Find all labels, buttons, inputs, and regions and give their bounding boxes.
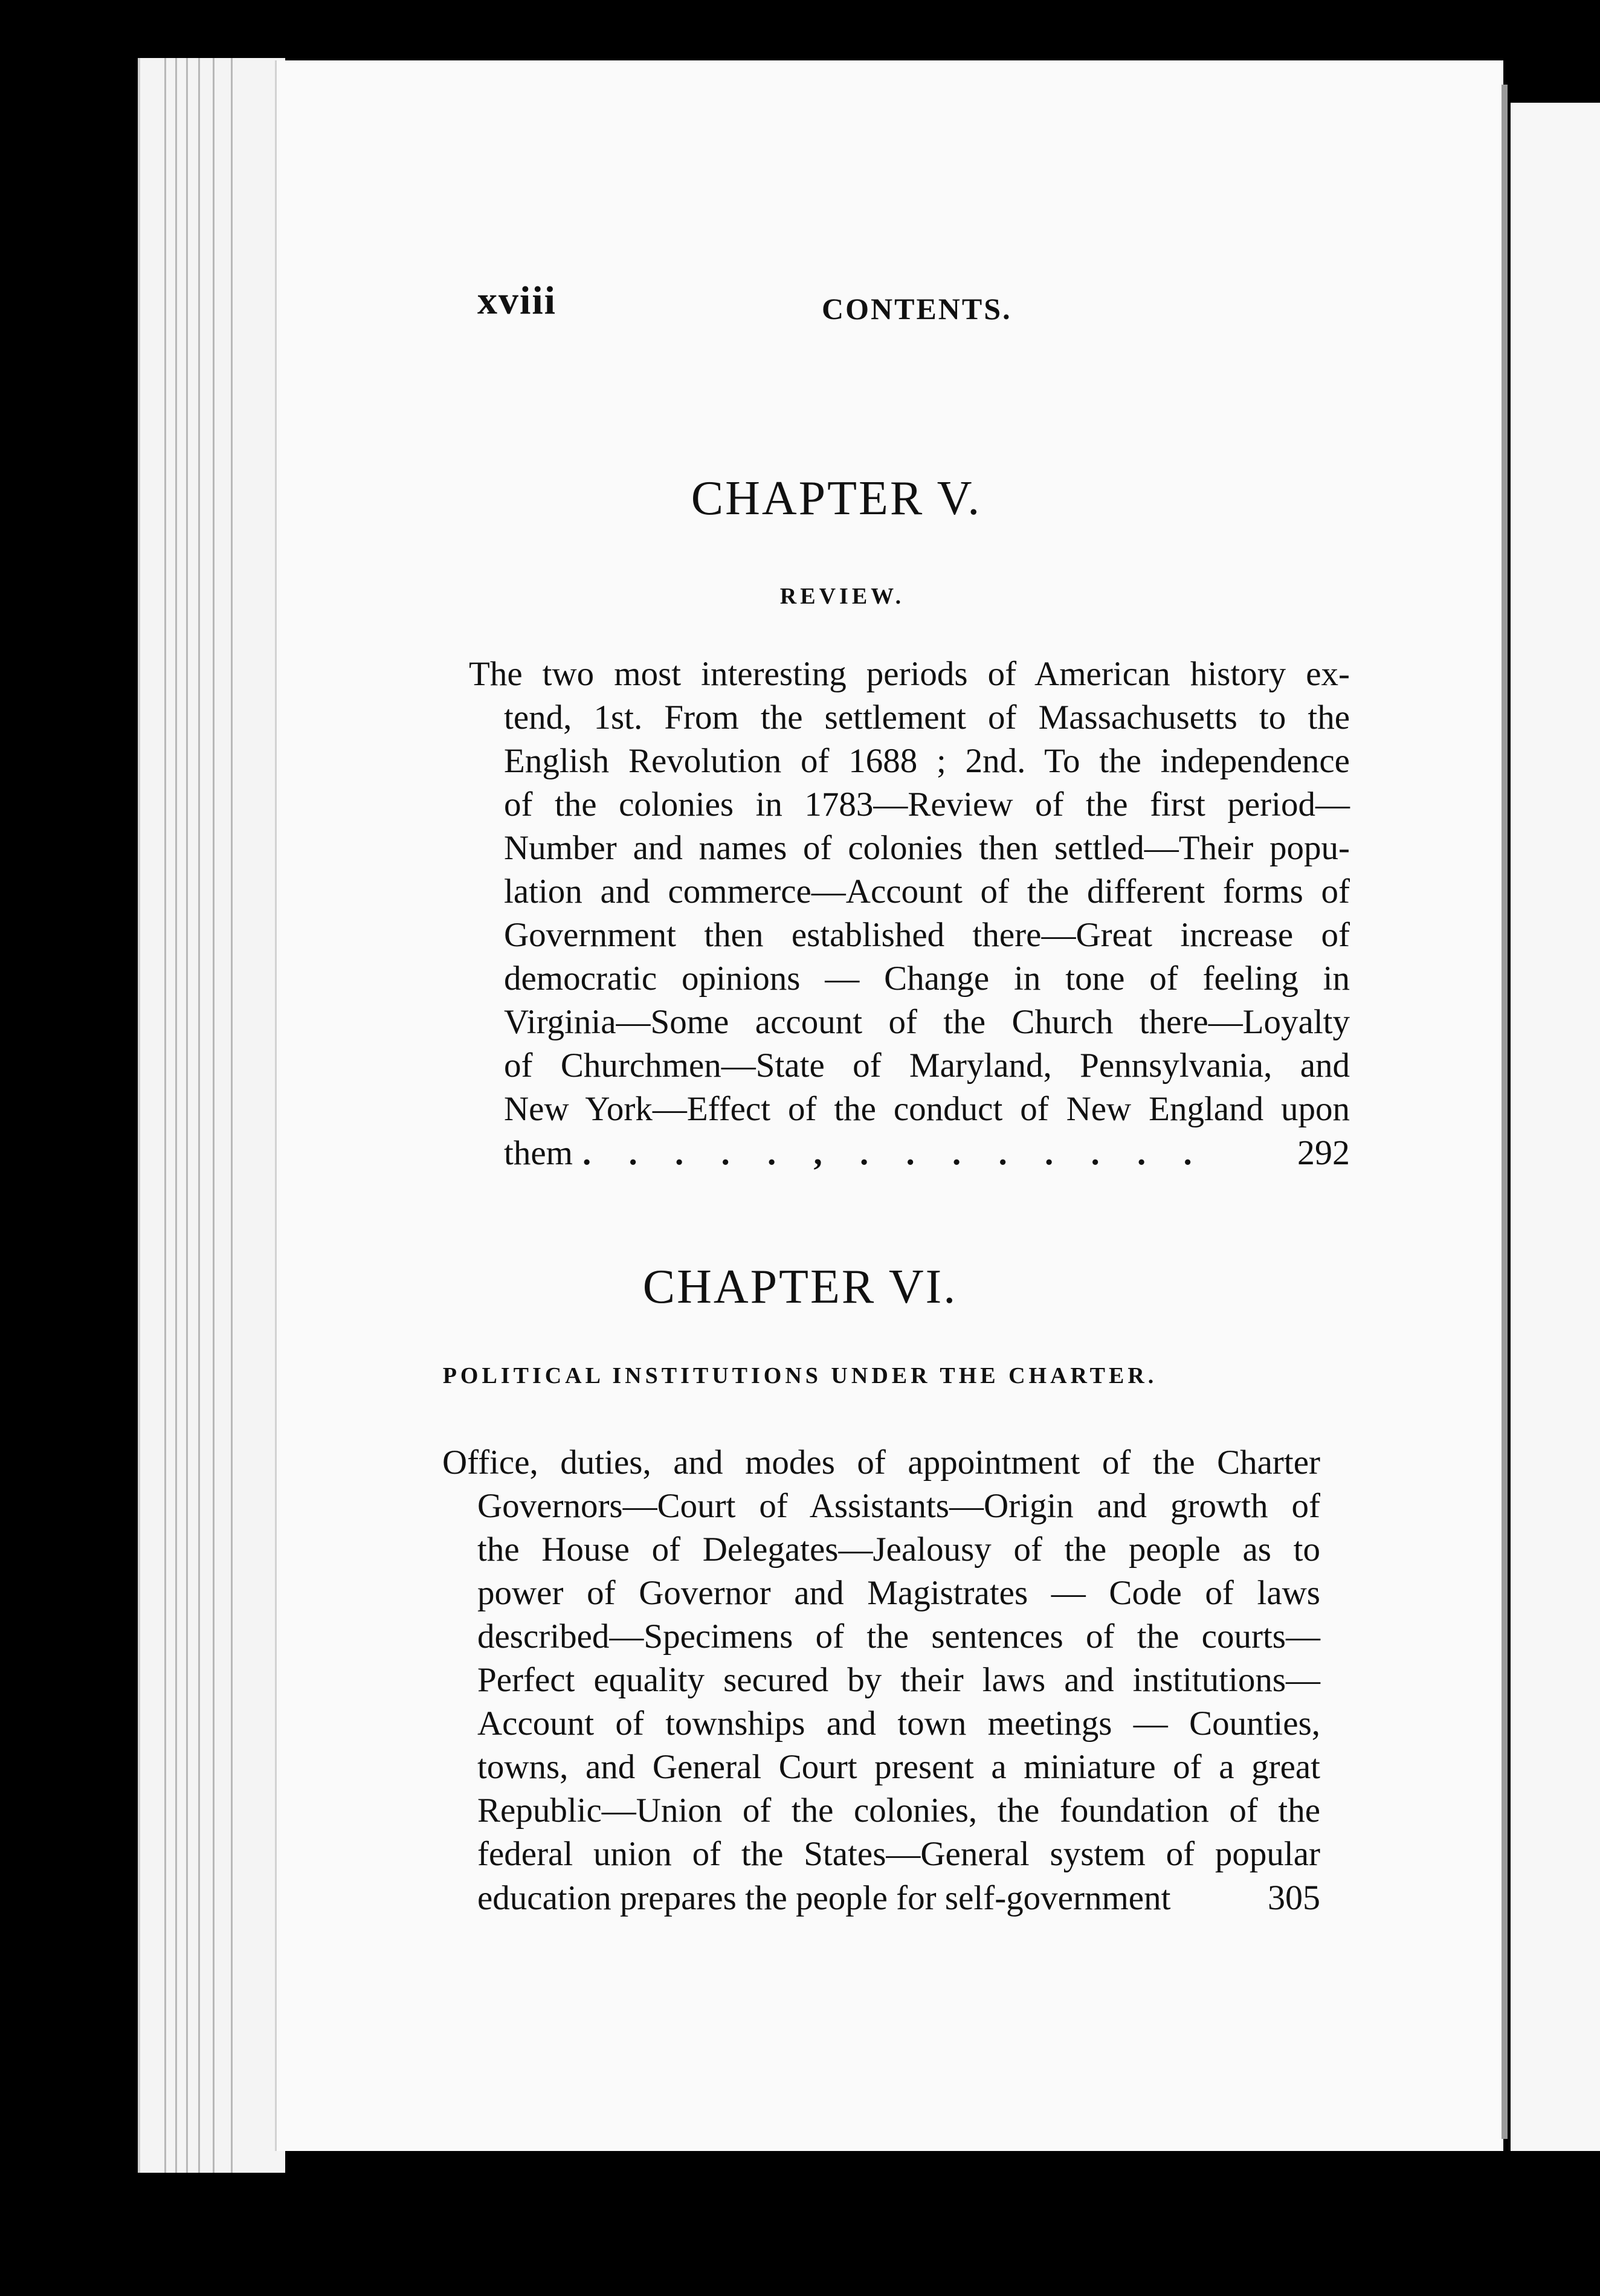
summary-line: Governors—Court of Assistants—Origin and growth of [477, 1487, 1320, 1525]
chapter-heading: CHAPTER VI. [642, 1260, 958, 1314]
page-edge-line [213, 58, 215, 2173]
summary-line: New York—Effect of the conduct of New England upon [504, 1090, 1350, 1128]
summary-line: Office, duties, and modes of appointment of the Charter [442, 1443, 1320, 1482]
page-edge-line [198, 58, 200, 2173]
summary-line: described—Specimens of the sentences of the courts— [477, 1617, 1320, 1656]
summary-line: education prepares the people for self-government [477, 1879, 1171, 1917]
summary-line: of Churchmen—State of Maryland, Pennsylvania, and [504, 1046, 1350, 1085]
page-number: xviii [477, 279, 557, 323]
summary-line: Virginia—Some account of the Church there—Loyalty [504, 1003, 1350, 1041]
summary-line: The two most interesting periods of American history ex- [469, 655, 1350, 693]
summary-line: power of Governor and Magistrates — Code of laws [477, 1574, 1320, 1612]
summary-line: Number and names of colonies then settled—Their popu- [504, 829, 1350, 867]
chapter-heading: CHAPTER V. [691, 472, 982, 525]
summary-line: democratic opinions — Change in tone of feeling in [504, 959, 1350, 998]
page-reference: 305 [1268, 1878, 1320, 1917]
page-stack-edges [138, 58, 285, 2173]
toc-entry-row [477, 1876, 1320, 1920]
page-edge-line [164, 58, 166, 2173]
running-head [477, 278, 1012, 332]
summary-line: English Revolution of 1688 ; 2nd. To the independence [504, 742, 1350, 780]
page-gutter [1502, 85, 1508, 2139]
chapter-subtitle: REVIEW. [779, 584, 905, 609]
page-edge-line [186, 58, 188, 2173]
running-title: CONTENTS. [822, 292, 1012, 326]
summary-line: federal union of the States—General system of popular [477, 1835, 1320, 1873]
page-edge-line [175, 58, 177, 2173]
chapter-summary [469, 653, 1350, 1175]
chapter-subtitle: POLITICAL INSTITUTIONS UNDER THE CHARTER. [442, 1363, 1158, 1388]
toc-entry-row [504, 1131, 1350, 1175]
page-edge-line [231, 58, 233, 2173]
summary-line: of the colonies in 1783—Review of the first period— [504, 785, 1350, 824]
summary-line: Government then established there—Great increase of [504, 916, 1350, 954]
summary-line: Republic—Union of the colonies, the foundation of the [477, 1791, 1320, 1830]
page-reference: 292 [1297, 1133, 1350, 1172]
summary-line: Account of townships and town meetings — Counties, [477, 1704, 1320, 1743]
chapter-summary [442, 1441, 1320, 1920]
summary-line: towns, and General Court present a miniature of a great [477, 1748, 1320, 1786]
summary-line: the House of Delegates—Jealousy of the people as to [477, 1530, 1320, 1569]
summary-line: lation and commerce—Account of the different forms of [504, 872, 1350, 911]
facing-page-edge [1511, 103, 1600, 2151]
dot-leaders: . . . . . , . . . . . . . . [582, 1134, 1207, 1172]
summary-line: tend, 1st. From the settlement of Massachusetts to the [504, 698, 1350, 737]
summary-line: Perfect equality secured by their laws and institutions— [477, 1661, 1320, 1699]
summary-line: them [504, 1134, 573, 1172]
